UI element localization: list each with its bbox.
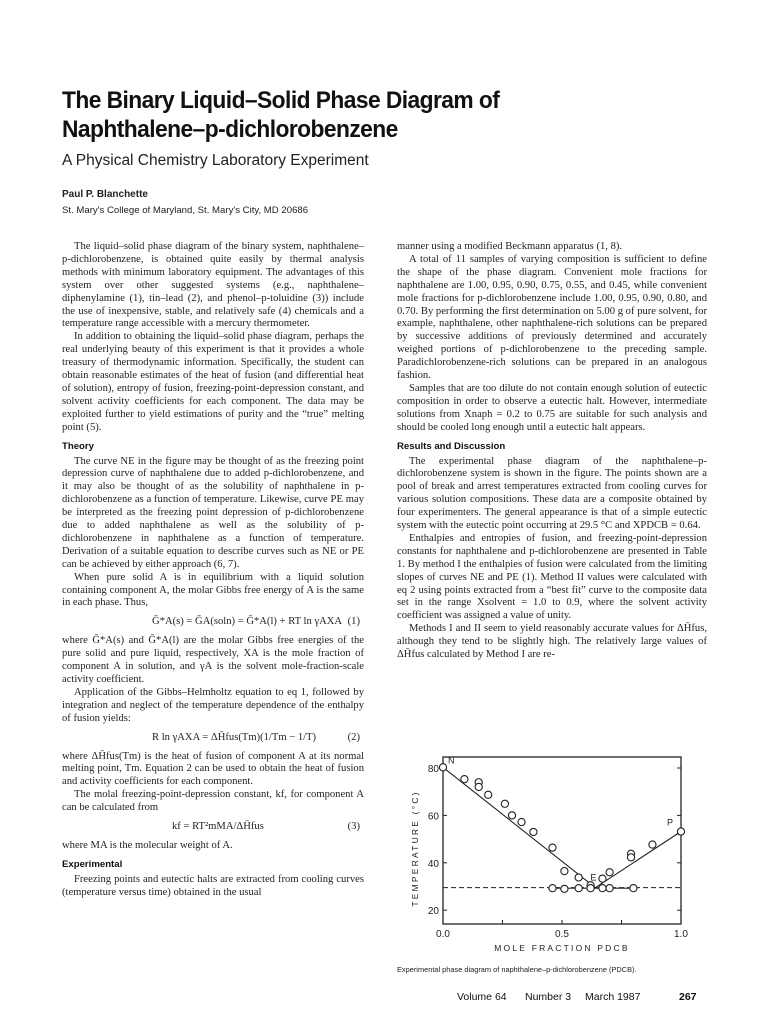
equation-3 xyxy=(62,821,364,834)
paragraph: A total of 11 samples of varying composition is sufficient to define the shape of the phase diagram. Convenient mole fractions for naphthalene are 1.00, 0.95, 0.90, 0.75, 0.55, and 0.45, while convenient mole fractions for p-dichlorobenzene include 1.00, 0.95, 0.90, 0.80, and 0.70. By performing the first determination on 5.00 g of pure solvent, for example, naphthalene, other naphthalene-rich solutions can be prepared by successive additions of previously determined and accurately weighed portions of p-dichlorobenzene to the preceding sample. Paradichlorobenzene-rich solutions can be prepared in an analogous fashion. xyxy=(397,253,707,382)
liquidus-line-PE xyxy=(595,832,681,888)
y-tick-label: 20 xyxy=(427,906,439,918)
data-point xyxy=(530,828,537,835)
paragraph: Enthalpies and entropies of fusion, and freezing-point-depression constants for naphthalene and p-dichlorobenzene are presented in Table 1. By method I the enthalpies of fusion were calculated from the limiting slopes of curves NE and PE (1). Method II values were calculated with eq 2 using points extracted from a “best fit” curve to the composite data set in the range Xsolvent = 1.0 to 0.9, where the solvent activity coefficient was assigned a value of unity. xyxy=(397,532,707,622)
article-subtitle: A Physical Chemistry Laboratory Experiment xyxy=(62,152,369,169)
paragraph: The curve NE in the figure may be thought of as the freezing point depression curve of naphthalene due to added p-dichlorobenzene, and it may also be thought of as the solubility of naphthalene in p-dichlorobenzene as a function of temperature. Likewise, curve PE may be interpreted as the freezing point depression of p-dichlorobenzene due to added naphthalene as well as the solubility of p-dichlorobenzene in naphthalene as a function of temperature. Derivation of a suitable equation to describe curves such as NE or PE can be achieved by either approach (6, 7). xyxy=(62,455,364,570)
data-point xyxy=(606,869,613,876)
data-point xyxy=(649,841,656,848)
paragraph: Samples that are too dilute do not contain enough solution of eutectic composition in order to observe a eutectic halt. However, intermediate solutions from Xnaph = 0.2 to 0.75 are suitable for such analysis and should be cooled long enough until a eutectic halt appears. xyxy=(397,382,707,433)
footer-number: Number 3 xyxy=(525,991,572,1003)
paragraph: where ΔH̄fus(Tm) is the heat of fusion of component A at its normal melting point, Tm. Equation 2 can be used to obtain the heat of fusion and activity coefficients for each component. xyxy=(62,750,364,788)
data-point xyxy=(575,874,582,881)
x-axis-label: MOLE FRACTION PDCB xyxy=(494,943,630,953)
footer-date: March 1987 xyxy=(585,991,641,1003)
paragraph: where Ḡ*A(s) and Ḡ*A(l) are the molar Gibbs free energies of the pure solid and pure liquid, respectively, XA is the mole fraction of component A in solution, and γA is the solvent mole-fraction-scale activity coefficient. xyxy=(62,635,364,685)
equation-2 xyxy=(62,732,364,745)
equation-body: R ln γAXA = ΔH̄fus(Tm)(1/Tm − 1/T) xyxy=(152,731,317,743)
y-tick-label: 80 xyxy=(427,764,439,775)
footer-volume: Volume 64 xyxy=(457,991,507,1003)
left-column xyxy=(62,241,364,900)
data-point xyxy=(627,854,634,861)
article-title xyxy=(62,86,583,144)
data-point xyxy=(475,783,482,790)
footer-page-number: 267 xyxy=(679,991,697,1003)
data-point xyxy=(630,885,637,892)
section-heading-theory: Theory xyxy=(62,440,94,452)
data-point xyxy=(518,818,525,825)
x-tick-label: 0.0 xyxy=(436,929,450,940)
section-heading-results: Results and Discussion xyxy=(397,440,506,452)
equation-1 xyxy=(62,616,364,629)
paragraph: The molal freezing-point-depression constant, kf, for component A can be calculated from xyxy=(62,789,364,814)
data-point xyxy=(561,885,568,892)
data-point xyxy=(501,800,508,807)
equation-number: (3) xyxy=(347,821,360,833)
title-line-1: The Binary Liquid–Solid Phase Diagram of xyxy=(62,87,500,114)
paragraph: Freezing points and eutectic halts are extracted from cooling curves (temperature versus time) obtained in the usual xyxy=(62,873,364,898)
data-point xyxy=(549,885,556,892)
y-axis-label: TEMPERATURE (°C) xyxy=(410,790,420,907)
liquidus-line-NE xyxy=(443,767,595,887)
equation-number: (1) xyxy=(347,616,360,628)
paragraph: In addition to obtaining the liquid–solid phase diagram, perhaps the real underlying beauty of this experiment is that it provides a whole treasury of thermodynamic information. Specifically, the student can obtain reasonable estimates of the heat of fusion (and differential heat of solution), entropy of fusion, freezing-point-depression constant, and solvent activity coefficients for each component. The data may be exploited further to yield estimations of purity and the “true” melting point (5). xyxy=(62,331,364,433)
y-tick-label: 60 xyxy=(427,811,439,823)
equation-body: kf = RT²mMA/ΔH̄fus xyxy=(172,821,264,833)
data-point xyxy=(461,776,468,783)
phase-diagram-figure xyxy=(396,744,706,964)
data-point xyxy=(575,885,582,892)
data-point xyxy=(599,875,606,882)
right-column xyxy=(397,241,707,662)
paragraph: manner using a modified Beckmann apparatus (1, 8). xyxy=(397,241,623,252)
x-tick-label: 1.0 xyxy=(674,929,688,940)
phase-diagram-chart xyxy=(396,744,706,964)
author-name: Paul P. Blanchette xyxy=(62,189,148,200)
section-heading-experimental: Experimental xyxy=(62,858,123,870)
data-point xyxy=(439,764,446,771)
equation-body: Ḡ*A(s) = ḠA(soln) = Ḡ*A(l) + RT ln γAXA xyxy=(152,616,343,628)
data-point xyxy=(677,828,684,835)
data-point xyxy=(508,812,515,819)
paragraph: When pure solid A is in equilibrium with a liquid solution containing component A, the molar Gibbs free energy of A is the same in each phase. Thus, xyxy=(62,571,364,609)
data-point xyxy=(606,885,613,892)
point-label-N: N xyxy=(448,755,455,766)
title-line-2: Naphthalene–p-dichlorobenzene xyxy=(62,116,398,143)
data-point xyxy=(587,885,594,892)
data-point xyxy=(485,791,492,798)
paragraph: where MA is the molecular weight of A. xyxy=(62,839,233,851)
paragraph: The liquid–solid phase diagram of the binary system, naphthalene–p-dichlorobenzene, is obtained quite easily by thermal analysis methods with minimum laboratory equipment. The advantages of this system over other suggested systems (e.g., naphthalene–diphenylamine (1), tin–lead (2), and phenol–p-toluidine (3)) include the use of inexpensive, stable, and relatively safe (4) chemicals and a temperature range accessible with a mercury thermometer. xyxy=(62,241,364,330)
data-point xyxy=(599,885,606,892)
author-affiliation: St. Mary's College of Maryland, St. Mary's City, MD 20686 xyxy=(62,205,309,216)
paragraph: The experimental phase diagram of the naphthalene–p-dichlorobenzene system is shown in the figure. The points shown are a pool of break and arrest temperatures extracted from cooling curves for various solution compositions. These data are a composite obtained by four experimenters. The general appearance is that of a simple eutectic system with the eutectic point occurring at 29.5 °C and XPDCB = 0.64. xyxy=(397,455,707,532)
data-point xyxy=(549,844,556,851)
y-tick-label: 40 xyxy=(427,858,439,870)
data-point xyxy=(561,867,568,874)
point-label-P: P xyxy=(667,817,674,828)
point-label-E: E xyxy=(590,872,597,883)
figure-caption: Experimental phase diagram of naphthalene–p-dichlorobenzene (PDCB). xyxy=(397,965,637,974)
paragraph: Application of the Gibbs–Helmholtz equation to eq 1, followed by integration and neglect of the temperature dependence of the enthalpy of fusion yields: xyxy=(62,686,364,724)
x-tick-label: 0.5 xyxy=(555,929,569,940)
paragraph: Methods I and II seem to yield reasonably accurate values for ΔH̄fus, although they tend to be slightly high. The relatively large values of ΔH̄fus calculated by Method I are re- xyxy=(397,623,707,661)
equation-number: (2) xyxy=(347,731,360,743)
